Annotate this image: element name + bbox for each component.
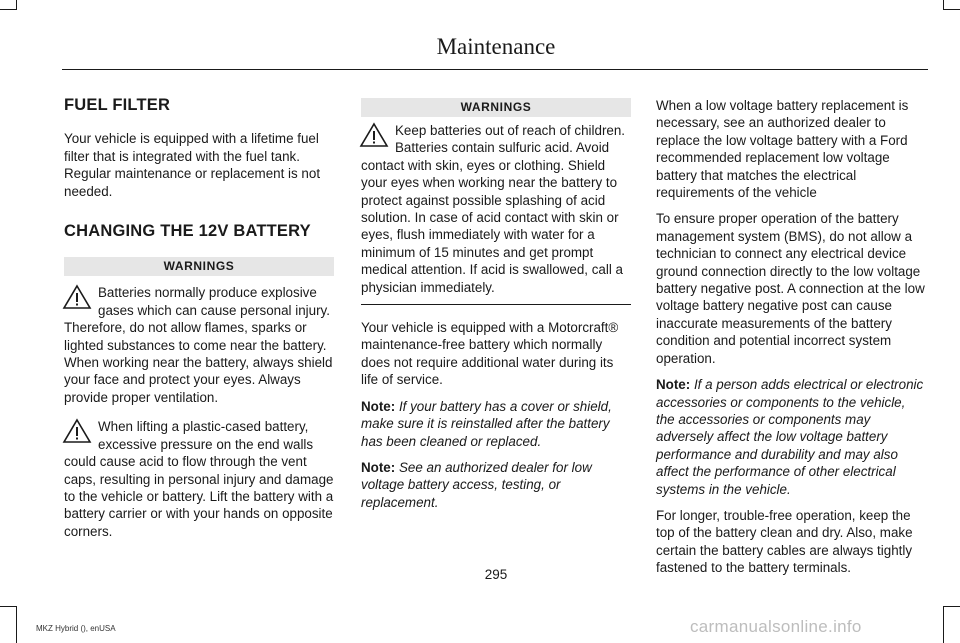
crop-mark [16,0,17,10]
warning-triangle-icon [359,122,391,150]
note-label: Note: [656,377,691,393]
crop-mark [943,9,960,10]
warnings-bar: WARNINGS [64,257,334,276]
warning-triangle-icon [62,418,94,446]
note-text: If a person adds electrical or electronic accessories or components to the vehicle, the accessories or components may adversely affect the low voltage battery performance and durability and may also affect the performance of other electrical systems in the vehicle. [656,377,924,497]
crop-mark [943,0,944,10]
warning-triangle-icon [62,284,94,312]
warnings-bar: WARNINGS [361,98,631,117]
heading-changing-battery: CHANGING THE 12V BATTERY [64,222,311,241]
note-dealer [361,459,631,511]
warning-end-rule [361,304,631,305]
warning-text: When lifting a plastic-cased battery, excessive pressure on the end walls could cause acid to flow through the vent caps, resulting in personal injury and damage to the vehicle or battery. Lift the battery with a battery carrier or with your hands on opposite corners. [64,419,334,539]
warning-item [361,122,631,296]
replacement-paragraph: When a low voltage battery replacement is necessary, see an authorized dealer to replace the low voltage battery with a Ford recommended replacement low voltage battery that matches the electrical requirements of the vehicle [656,98,909,201]
note-battery-cover [361,398,631,450]
crop-mark [16,606,17,643]
crop-mark [943,606,960,607]
note-accessories [656,376,926,498]
crop-mark [943,606,944,643]
header-rule [62,69,928,70]
crop-mark [0,9,17,10]
clean-paragraph: For longer, trouble-free operation, keep the top of the battery clean and dry. Also, make certain the battery cables are always tightly fastened to the battery terminals. [656,507,913,576]
warning-item [64,418,334,540]
column-1 [64,97,334,540]
warning-text: Keep batteries out of reach of children. Batteries contain sulfuric acid. Avoid contact with skin, eyes or clothing. Shield your eyes when working near the battery to protect against possible splashing of acid solution. In case of acid contact with skin or eyes, flush immediately with water for a minimum of 15 minutes and get prompt medical attention. If acid is swallowed, call a physician immediately. [361,123,626,295]
document-id: MKZ Hybrid (), enUSA [36,624,116,633]
warning-item [64,284,334,406]
note-label: Note: [361,459,396,475]
column-2 [361,98,631,520]
page-header-title: Maintenance [436,34,556,59]
bms-paragraph: To ensure proper operation of the battery management system (BMS), do not allow a technician to connect any electrical device ground connection directly to the low voltage battery negative post. A connection at the low voltage battery negative post can cause inaccurate measurements of the battery condition and potential incorrect system operation. [656,211,925,366]
note-text: See an authorized dealer for low voltage battery access, testing, or replacement. [361,459,592,510]
column-3 [656,97,926,586]
heading-fuel-filter: FUEL FILTER [64,96,171,114]
warning-text: Batteries normally produce explosive gases which can cause personal injury. Therefore, do not allow flames, sparks or lighted substances to come near the battery. When working near the battery, always shield your face and protect your eyes. Always provide proper ventilation. [64,285,333,405]
battery-paragraph: Your vehicle is equipped with a Motorcraft® maintenance-free battery which normally does not require additional water during its life of service. [361,320,619,388]
note-text: If your battery has a cover or shield, make sure it is reinstalled after the battery has been cleaned or replaced. [361,398,612,449]
crop-mark [0,606,17,607]
fuel-filter-paragraph: Your vehicle is equipped with a lifetime fuel filter that is integrated with the fuel tank. Regular maintenance or replacement is not needed. [64,131,321,199]
page-number: 295 [484,567,508,582]
watermark: carmanualsonline.info [690,617,862,636]
note-label: Note: [361,398,396,414]
